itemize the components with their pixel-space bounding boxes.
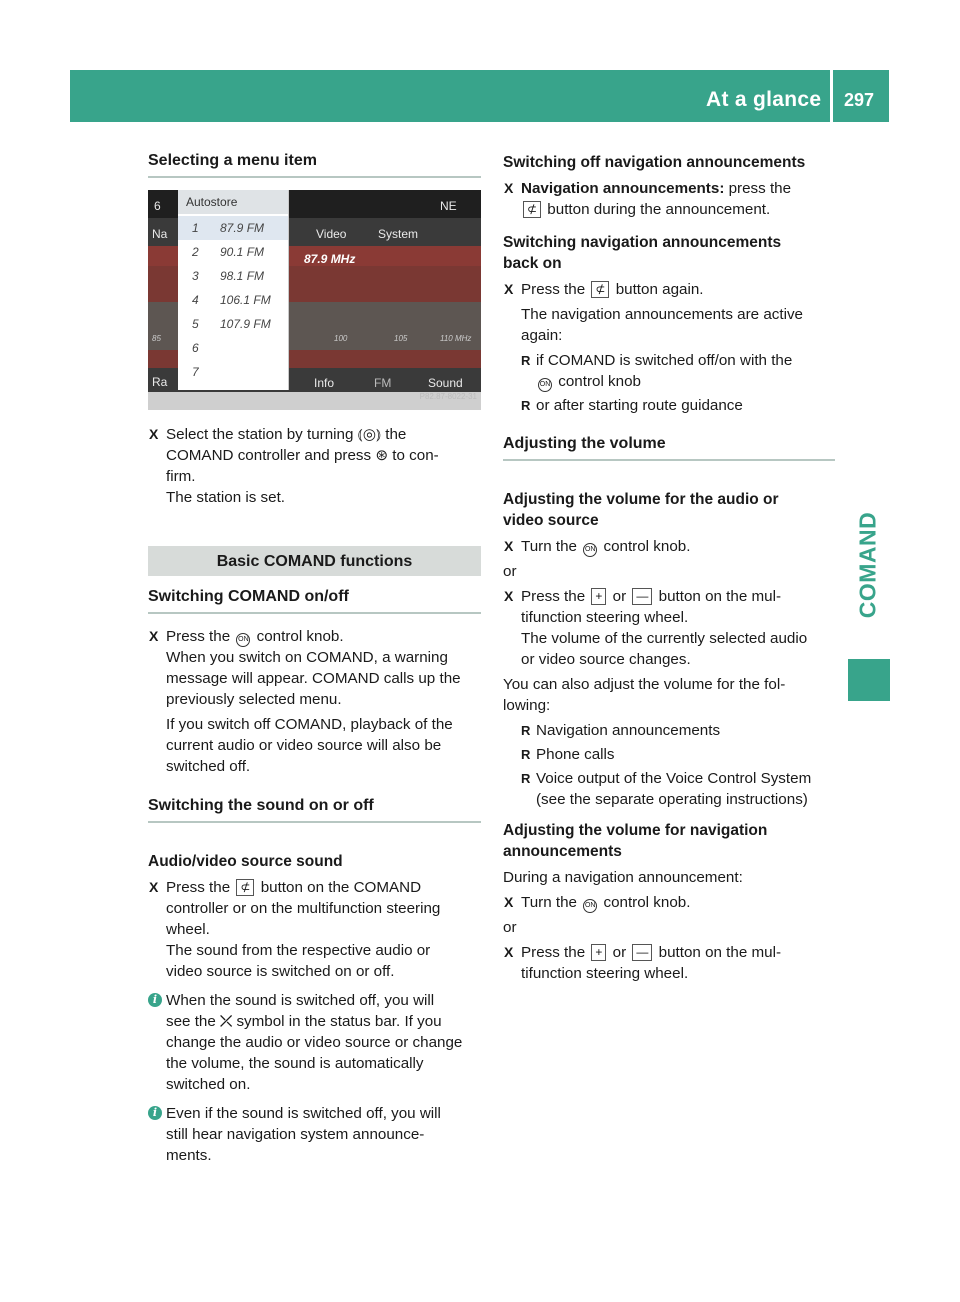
list-item-value: 98.1 FM <box>220 269 265 283</box>
text-fragment: control knob. <box>603 538 691 555</box>
text-fragment: Navigation announcements: <box>521 180 725 197</box>
arrow-icon: X <box>504 588 514 604</box>
knob-icon: ON <box>538 378 552 392</box>
section-title-adjusting-volume: Adjusting the volume <box>503 433 835 461</box>
list-item <box>178 216 288 240</box>
step-turn-knob <box>503 536 835 557</box>
screen-menu-system: System <box>378 227 419 241</box>
side-chapter-label <box>840 480 896 650</box>
text-line: ments. <box>166 1147 212 1164</box>
screen-left-ra: Ra <box>152 375 168 389</box>
text-line: Select the station by turning ⦅◎⦆ the <box>166 426 407 443</box>
screen-tick-100: 100 <box>334 334 348 343</box>
text-line: or after starting route guidance <box>536 397 743 414</box>
list-item <box>178 240 288 264</box>
knob-icon: ON <box>583 543 597 557</box>
arrow-icon: X <box>149 879 159 895</box>
list-item-value: 106.1 FM <box>220 293 271 307</box>
text-line: still hear navigation system announce- <box>166 1126 425 1143</box>
text-fragment: Turn the <box>521 538 577 555</box>
text-line: or video source changes. <box>521 651 691 668</box>
subheading-switch-off-nav: Switching off navigation announcements <box>503 154 806 171</box>
list-item <box>178 336 288 360</box>
text-fragment: Turn the <box>521 894 577 911</box>
paragraph-also-adjust <box>503 674 835 716</box>
arrow-icon: X <box>149 426 159 442</box>
list-item-value: 87.9 FM <box>220 221 265 235</box>
text-line: the volume, the sound is automatically <box>166 1055 424 1072</box>
arrow-icon: X <box>504 281 514 297</box>
info-note-sound-off <box>148 990 481 1095</box>
text-line: again: <box>521 327 563 344</box>
text-line: video source <box>503 512 599 529</box>
text-fragment: button on the mul- <box>658 944 782 961</box>
text-line: If you switch off COMAND, playback of the <box>166 716 453 733</box>
text-or: or <box>503 919 517 936</box>
step-nav-announcements <box>503 178 835 220</box>
screen-bottom-sound: Sound <box>428 376 463 390</box>
text-line: tifunction steering wheel. <box>521 965 689 982</box>
screen-compass: NE <box>440 199 457 213</box>
list-item-value: 107.9 FM <box>220 317 271 331</box>
arrow-icon: X <box>504 180 514 196</box>
bullet-icon: R <box>521 747 531 762</box>
info-icon: i <box>148 1106 162 1120</box>
text-fragment: Press the <box>521 944 586 961</box>
list-item <box>178 312 288 336</box>
text-fragment: Press the <box>166 628 231 645</box>
step-press-mute-again <box>503 279 835 346</box>
text-fragment: button on the COMAND <box>260 879 422 896</box>
list-item-number: 7 <box>192 365 199 379</box>
screen-caption: P82.87-8022-31 <box>419 392 477 401</box>
text-line: Adjusting the volume for navigation <box>503 822 768 839</box>
screen-frequency: 87.9 MHz <box>304 252 356 266</box>
plus-icon: + <box>591 588 606 605</box>
side-chapter-text: COMAND <box>854 511 881 619</box>
minus-icon: — <box>632 588 652 605</box>
mute-icon: ⊄ <box>236 879 254 896</box>
text-fragment: button during the announcement. <box>547 201 771 218</box>
bullet-phone-calls <box>503 744 835 765</box>
text-fragment: button again. <box>615 281 704 298</box>
list-item <box>178 288 288 312</box>
header-divider <box>830 70 833 122</box>
bullet-comand-switched <box>503 350 835 392</box>
section-title-sound-on-off: Switching the sound on or off <box>148 795 481 823</box>
section-bar-basic-functions: Basic COMAND functions <box>148 546 481 576</box>
text-line: The navigation announcements are active <box>521 306 803 323</box>
list-item-number: 2 <box>192 245 199 259</box>
comand-screen-image <box>148 190 481 410</box>
screen-left-na: Na <box>152 227 168 241</box>
screen-tick-105: 105 <box>394 334 408 343</box>
text-line: Voice output of the Voice Control System <box>536 770 812 787</box>
text-line: switched on. <box>166 1076 251 1093</box>
info-note-navigation <box>148 1103 481 1166</box>
text-line: Even if the sound is switched off, you will <box>166 1105 441 1122</box>
text-fragment: Press the <box>521 281 586 298</box>
screen-left-top: 6 <box>154 199 161 213</box>
text-line: announcements <box>503 843 622 860</box>
list-item <box>178 264 288 288</box>
step-press-knob <box>148 626 481 777</box>
page-section-title: At a glance <box>706 88 822 111</box>
text-fragment: Press the <box>166 879 231 896</box>
text-line: You can also adjust the volume for the fol- <box>503 676 786 693</box>
subheading-volume-navigation <box>503 820 835 862</box>
bullet-icon: R <box>521 398 531 413</box>
text-line: back on <box>503 255 562 272</box>
step-press-plus-minus-2 <box>503 942 835 984</box>
section-title-switching-on-off: Switching COMAND on/off <box>148 586 481 614</box>
text-line: When the sound is switched off, you will <box>166 992 435 1009</box>
text-line: current audio or video source will also be <box>166 737 442 754</box>
subheading-switch-nav-back-on <box>503 232 835 274</box>
text-line: video source is switched on or off. <box>166 963 395 980</box>
text-line: tifunction steering wheel. <box>521 609 689 626</box>
text-line: Navigation announcements <box>536 722 721 739</box>
text-line: (see the separate operating instructions) <box>536 791 808 808</box>
list-item-number: 6 <box>192 341 199 355</box>
side-chapter-marker <box>848 659 890 701</box>
text-line: Adjusting the volume for the audio or <box>503 491 779 508</box>
plus-icon: + <box>591 944 606 961</box>
list-item <box>178 360 288 384</box>
text-line: The station is set. <box>166 489 286 506</box>
text-line: Switching navigation announcements <box>503 234 782 251</box>
list-item-number: 5 <box>192 317 199 331</box>
text-line: message will appear. COMAND calls up the <box>166 670 461 687</box>
text-line: The volume of the currently selected audio <box>521 630 808 647</box>
mute-icon: ⊄ <box>523 201 541 218</box>
list-item-number: 1 <box>192 221 199 235</box>
bullet-voice-output <box>503 768 835 810</box>
knob-icon: ON <box>236 633 250 647</box>
autostore-list <box>178 190 289 390</box>
text-line: if COMAND is switched off/on with the <box>536 352 793 369</box>
bullet-icon: R <box>521 771 531 786</box>
text-line: previously selected menu. <box>166 691 342 708</box>
step-press-mute <box>148 877 481 982</box>
text-fragment: symbol in the status bar. If you <box>236 1013 442 1030</box>
text-fragment: control knob. <box>256 628 344 645</box>
text-line: When you switch on COMAND, a warning <box>166 649 448 666</box>
bullet-route-guidance <box>503 395 835 416</box>
arrow-icon: X <box>504 538 514 554</box>
subheading-volume-audio-video <box>503 489 835 531</box>
screen-menu-video: Video <box>316 227 347 241</box>
arrow-icon: X <box>504 894 514 910</box>
text-line: controller or on the multifunction steering <box>166 900 441 917</box>
page-number: 297 <box>844 90 875 110</box>
text-line: lowing: <box>503 697 551 714</box>
text-fragment: button on the mul- <box>658 588 782 605</box>
knob-icon: ON <box>583 899 597 913</box>
list-item-number: 4 <box>192 293 199 307</box>
list-item-number: 3 <box>192 269 199 283</box>
step-turn-knob-2 <box>503 892 835 913</box>
text-line: change the audio or video source or change <box>166 1034 463 1051</box>
minus-icon: — <box>632 944 652 961</box>
step-press-plus-minus <box>503 586 835 670</box>
bullet-nav-announcements <box>503 720 835 741</box>
text-fragment: press the <box>728 180 792 197</box>
screen-bottom-info: Info <box>314 376 335 390</box>
info-icon: i <box>148 993 162 1007</box>
subheading-audio-video-sound: Audio/video source sound <box>148 853 343 870</box>
text-line: The sound from the respective audio or <box>166 942 431 959</box>
text-fragment: see the <box>166 1013 216 1030</box>
arrow-icon: X <box>504 944 514 960</box>
no-sound-icon: ⤫ <box>220 1013 233 1030</box>
bullet-icon: R <box>521 353 531 368</box>
text-line: COMAND controller and press ⊛ to con- <box>166 447 439 464</box>
text-fragment: control knob <box>558 373 641 390</box>
text-fragment: or <box>612 588 627 605</box>
paragraph-during-announcement: During a navigation announcement: <box>503 869 743 886</box>
text-or: or <box>503 563 517 580</box>
right-column <box>503 150 835 988</box>
text-line: firm. <box>166 468 196 485</box>
section-title-selecting-menu: Selecting a menu item <box>148 150 481 178</box>
mute-icon: ⊄ <box>591 281 609 298</box>
text-line: wheel. <box>166 921 210 938</box>
list-item-value: 90.1 FM <box>220 245 265 259</box>
text-line: Phone calls <box>536 746 615 763</box>
text-fragment: Press the <box>521 588 586 605</box>
step-select-station <box>148 424 481 508</box>
bullet-icon: R <box>521 723 531 738</box>
screen-tick-110: 110 MHz <box>440 334 472 343</box>
text-fragment: or <box>612 944 627 961</box>
screen-bottom-fm: FM <box>374 376 392 390</box>
text-fragment: control knob. <box>603 894 691 911</box>
autostore-list-title: Autostore <box>178 190 288 214</box>
arrow-icon: X <box>149 628 159 644</box>
screen-tick-85: 85 <box>152 334 161 343</box>
left-column <box>148 150 481 1174</box>
text-line: switched off. <box>166 758 251 775</box>
